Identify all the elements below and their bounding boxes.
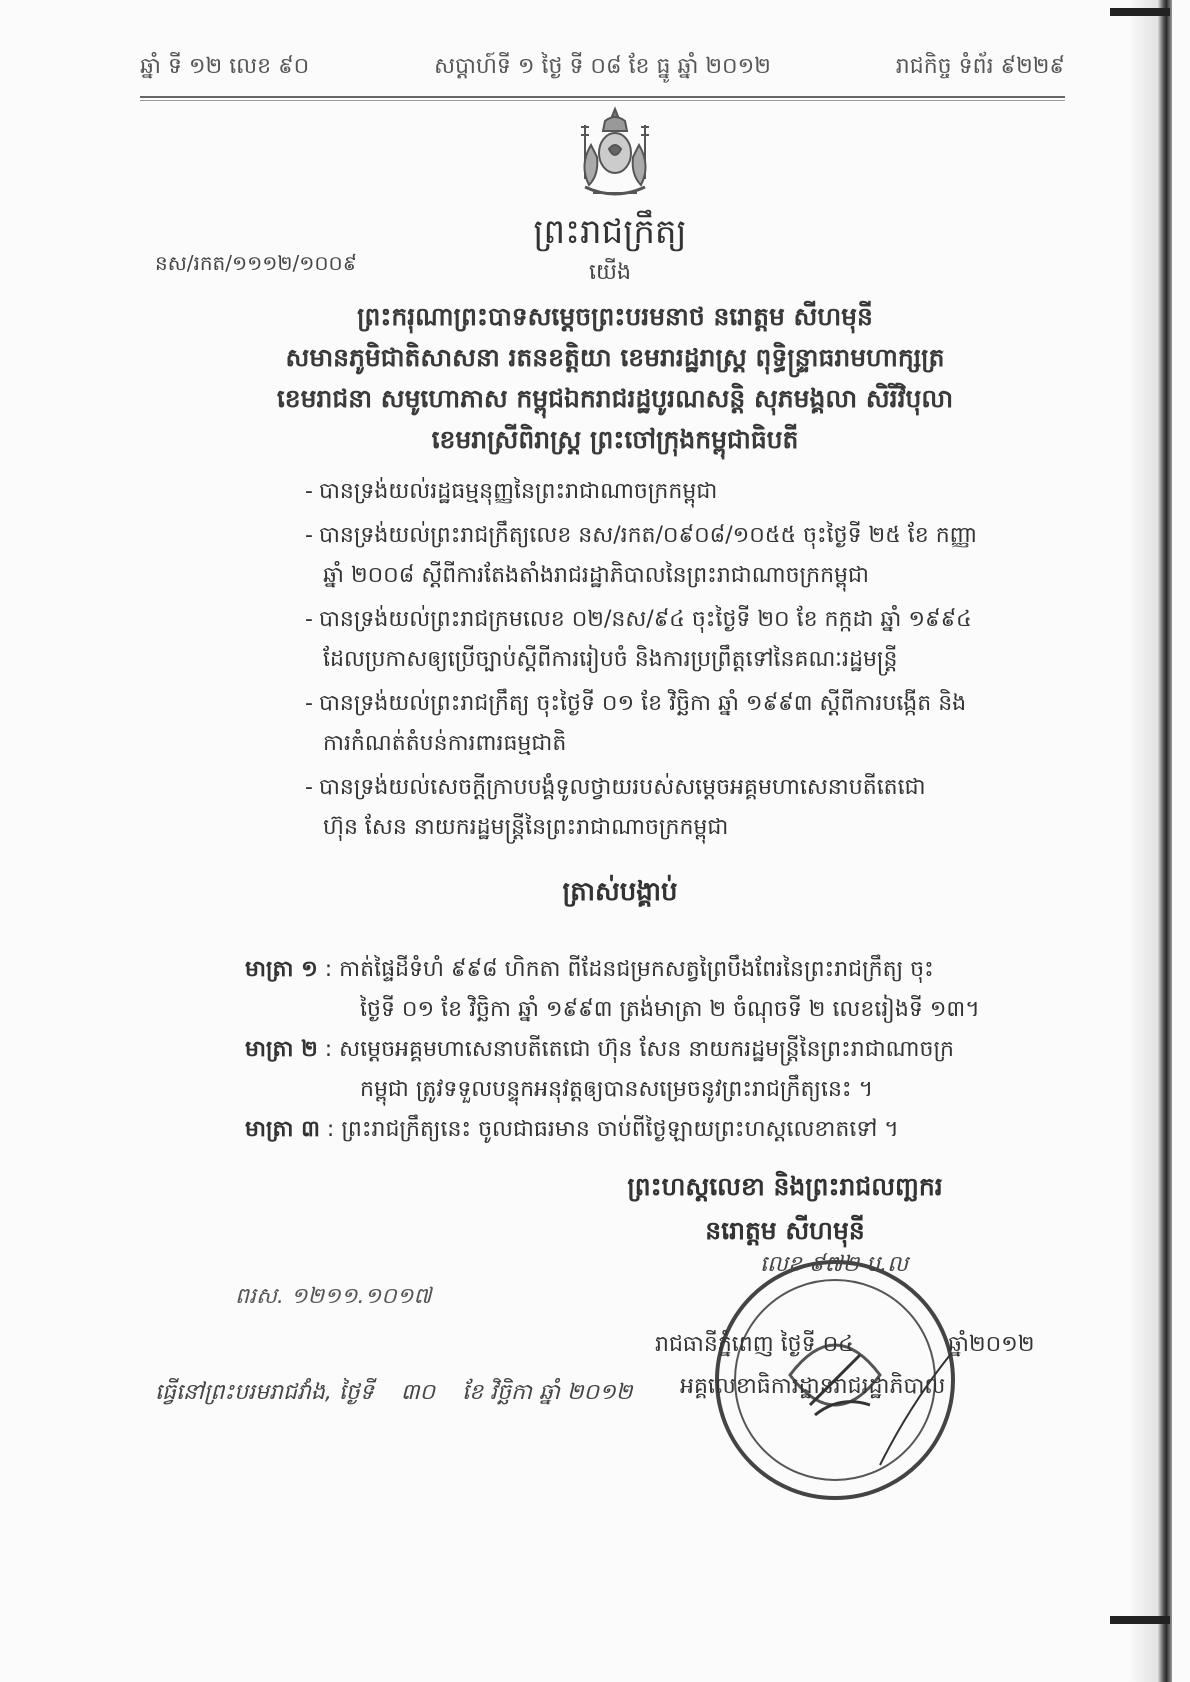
decree-we: យើង [589,260,631,285]
article-label: មាត្រា ៣ [245,1117,320,1142]
decree-title: ព្រះរាជក្រឹត្យ [533,212,687,252]
header-issue: ឆ្នាំ ទី ១២ លេខ ៩០ [140,54,310,79]
royal-arms-icon [555,105,675,205]
consideration-line: ដែលប្រកាសឲ្យប្រើច្បាប់ស្តីពីការរៀបចំ និងការប្រព្រឹត្តទៅនៃគណៈរដ្ឋមន្ត្រី [323,647,898,672]
binding-mark-top [1110,8,1170,16]
place-day: ៣០ [400,1380,436,1405]
consideration-item: - បានទ្រង់យល់ព្រះរាជក្រឹត្យ ចុះថ្ងៃទី ០១ ខែ វិច្ឆិកា ឆ្នាំ ១៩៩៣ ស្តីពីការបង្កើត និង ការកំណត់តំបន់ការពារធម្មជាតិ [305,684,995,764]
consideration-line: បានទ្រង់យល់រដ្ឋធម្មនុញ្ញនៃព្រះរាជាណាចក្រកម្ពុជា [318,479,718,504]
article-2: មាត្រា ២ : សម្តេចអគ្គមហាសេនាបតីតេជោ ហ៊ុន សែន នាយករដ្ឋមន្ត្រីនៃព្រះរាជាណាចក្រ កម្ពុជា ត្រូវទទួលបន្ទុកអនុវត្តឲ្យបានសម្រេចនូវព្រះរាជក្រឹត្យនេះ ។ [245,1030,995,1110]
gazette-header [140,48,1065,88]
consideration-line: បានទ្រង់យល់ព្រះរាជក្រមលេខ ០២/នស/៩៤ ចុះថ្ងៃទី ២០ ខែ កក្កដា ឆ្នាំ ១៩៩៤ [318,607,972,632]
consideration-line: ហ៊ុន សែន នាយករដ្ឋមន្ត្រីនៃព្រះរាជាណាចក្រកម្ពុជា [323,815,729,840]
article-line: ថ្ងៃទី ០១ ខែ វិច្ឆិកា ឆ្នាំ ១៩៩៣ ត្រង់មាត្រា ២ ចំណុចទី ២ លេខរៀងទី ១៣។ [360,997,980,1022]
king-titles [250,296,980,460]
consideration-line: បានទ្រង់យល់ព្រះរាជក្រឹត្យលេខ នស/រកត/០៩០៨/១០៥៥ ចុះថ្ងៃទី ២៥ ខែ កញ្ញា [318,523,978,548]
decide-heading: ត្រាស់បង្គាប់ [562,877,678,907]
signature-block [575,1165,995,1253]
signature-line: ព្រះហស្តលេខា និងព្រះរាជលញ្ឆករ [627,1172,943,1201]
header-week-date: សប្តាហ៍ទី ១ ថ្ងៃ ទី ០៨ ខែ ធ្នូ ឆ្នាំ ២០១២ [434,54,771,79]
article-1: មាត្រា ១ : កាត់ផ្ទៃដីទំហំ ៩៩៨ ហិកតា ពីដែនជម្រកសត្វព្រៃបឹងពែរនៃព្រះរាជក្រឹត្យ ចុះ ថ្ងៃទី ០១ ខែ វិច្ឆិកា ឆ្នាំ ១៩៩៣ ត្រង់មាត្រា ២ ចំណុចទី ២ លេខរៀងទី ១៣។ [245,950,995,1030]
consideration-line: ឆ្នាំ ២០០៨ ស្តីពីការតែងតាំងរាជរដ្ឋាភិបាលនៃព្រះរាជាណាចក្រកម្ពុជា [323,563,869,588]
stamp-year: ឆ្នាំ២០១២ [948,1332,1035,1357]
king-title-line: ខេមរាស្រីពិរាស្ត្រ ព្រះចៅក្រុងកម្ពុជាធិបតី [431,425,799,454]
stamp-office: អគ្គលេខាធិការដ្ឋានរាជរដ្ឋាភិបាល [680,1374,946,1399]
consideration-line: បានទ្រង់យល់ព្រះរាជក្រឹត្យ ចុះថ្ងៃទី ០១ ខែ វិច្ឆិកា ឆ្នាំ ១៩៩៣ ស្តីពីការបង្កើត និង [318,691,967,716]
place-date [155,1378,652,1410]
decree-reference-number: នស/រកត/១១១២/១០០៩ [155,251,357,275]
article-label: មាត្រា ២ [245,1037,318,1062]
header-page: រាជកិច្ច ទំព័រ ៩២២៩ [895,54,1065,79]
article-line: កម្ពុជា ត្រូវទទួលបន្ទុកអនុវត្តឲ្យបានសម្រេចនូវព្រះរាជក្រឹត្យនេះ ។ [360,1077,874,1102]
article-line: ព្រះរាជក្រឹត្យនេះ ចូលជាធរមាន ចាប់ពីថ្ងៃឡាយព្រះហស្តលេខាតទៅ ។ [341,1117,899,1142]
article-3: មាត្រា ៣ : ព្រះរាជក្រឹត្យនេះ ចូលជាធរមាន ចាប់ពីថ្ងៃឡាយព្រះហស្តលេខាតទៅ ។ [245,1117,899,1142]
king-title-line: ខេមរាជនា សមូហោភាស កម្ពុជឯករាជរដ្ឋបូរណសន្តិ សុភមង្គលា សិរីវិបុលា [276,384,954,413]
king-title-line: សមានភូមិជាតិសាសនា រតនខត្តិយា ខេមរារដ្ឋរាស្ត្រ ពុទ្ធិន្ទ្រាធរាមហាក្សត្រ [285,343,945,372]
place-month-year: ខែ វិច្ឆិកា ឆ្នាំ ២០១២ [462,1380,633,1405]
consideration-item: - បានទ្រង់យល់ព្រះរាជក្រមលេខ ០២/នស/៩៤ ចុះថ្ងៃទី ២០ ខែ កក្កដា ឆ្នាំ ១៩៩៤ ដែលប្រកាសឲ្យប្រើច្បាប់ស្តីពីការរៀបចំ និងការប្រព្រឹត្តទៅនៃគណៈរដ្ឋមន្ត្រី [305,600,995,680]
article-line: កាត់ផ្ទៃដីទំហំ ៩៩៨ ហិកតា ពីដែនជម្រកសត្វព្រៃបឹងពែរនៃព្រះរាជក្រឹត្យ ចុះ [339,957,934,982]
page-binding-edge [1158,0,1172,1682]
consideration-line: ការកំណត់តំបន់ការពារធម្មជាតិ [323,731,567,756]
consideration-item: - បានទ្រង់យល់សេចក្តីក្រាបបង្គំទូលថ្វាយរបស់សម្តេចអគ្គមហាសេនាបតីតេជោ ហ៊ុន សែន នាយករដ្ឋមន្ត្រីនៃព្រះរាជាណាចក្រកម្ពុជា [305,768,995,848]
binding-mark-bottom [1110,1616,1170,1624]
article-label: មាត្រា ១ [245,957,318,982]
handwritten-number: ពរស. ១២១១.១០១៧ [235,1284,432,1309]
binding-shadow [1128,0,1158,1682]
articles-list [245,950,995,1150]
considerations-list [305,472,995,852]
header-rule [140,96,1065,101]
stamp-reference: លេខ ៩៧២ ប.ល [760,1252,909,1277]
king-title-line: ព្រះករុណាព្រះបាទសម្តេចព្រះបរមនាថ នរោត្តម សីហមុនី [357,302,873,331]
consideration-item: - បានទ្រង់យល់រដ្ឋធម្មនុញ្ញនៃព្រះរាជាណាចក្រកម្ពុជា [305,479,718,504]
article-line: សម្តេចអគ្គមហាសេនាបតីតេជោ ហ៊ុន សែន នាយករដ្ឋមន្ត្រីនៃព្រះរាជាណាចក្រ [339,1037,954,1062]
consideration-line: បានទ្រង់យល់សេចក្តីក្រាបបង្គំទូលថ្វាយរបស់សម្តេចអគ្គមហាសេនាបតីតេជោ [318,775,926,800]
signature-name: នរោត្តម សីហមុនី [705,1216,865,1245]
consideration-item: - បានទ្រង់យល់ព្រះរាជក្រឹត្យលេខ នស/រកត/០៩០៨/១០៥៥ ចុះថ្ងៃទី ២៥ ខែ កញ្ញា ឆ្នាំ ២០០៨ ស្តីពីការតែងតាំងរាជរដ្ឋាភិបាលនៃព្រះរាជាណាចក្រកម្ពុជា [305,516,995,596]
place-text: ធ្វើនៅព្រះបរមរាជវាំង, ថ្ងៃទី [155,1380,374,1405]
stamp-place-date: រាជធានីភ្នំពេញ ថ្ងៃទី ០៤ [655,1332,854,1357]
